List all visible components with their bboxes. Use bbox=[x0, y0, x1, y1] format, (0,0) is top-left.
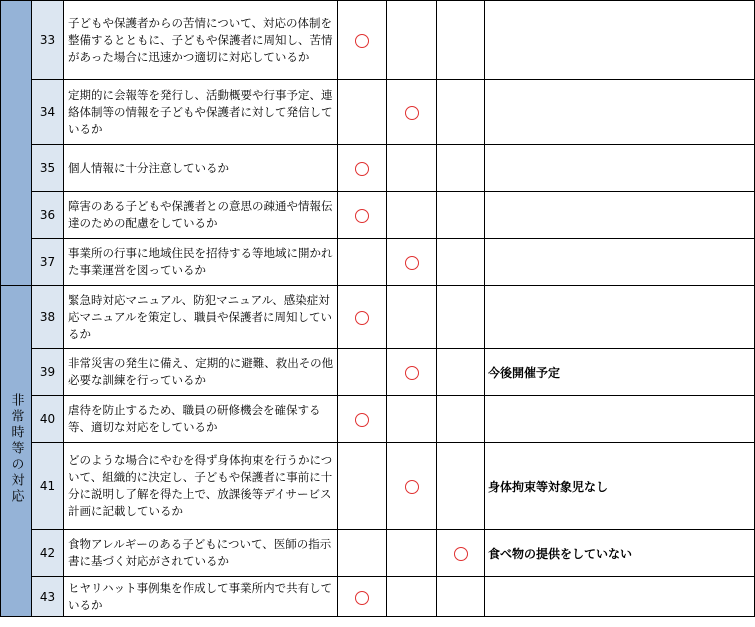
item-number: 37 bbox=[32, 239, 64, 286]
table-row bbox=[1, 443, 755, 530]
note-cell bbox=[485, 145, 755, 192]
item-number: 43 bbox=[32, 577, 64, 617]
item-number: 42 bbox=[32, 530, 64, 577]
item-description: 事業所の行事に地域住民を招待する等地域に開かれた事業運営を図っているか bbox=[64, 239, 338, 286]
item-description: 虐待を防止するため、職員の研修機会を確保する等、適切な対応をしているか bbox=[64, 396, 338, 443]
table-row bbox=[1, 396, 755, 443]
table-row bbox=[1, 530, 755, 577]
item-number: 41 bbox=[32, 443, 64, 530]
answer-cell-2 bbox=[387, 530, 437, 577]
note-cell bbox=[485, 80, 755, 145]
answer-cell-1 bbox=[338, 1, 387, 80]
circle-mark-icon bbox=[355, 34, 369, 48]
answer-cell-2 bbox=[387, 192, 437, 239]
answer-cell-3 bbox=[437, 577, 485, 617]
table-row bbox=[1, 80, 755, 145]
category-label: 非常時等の対応 bbox=[8, 393, 24, 505]
answer-cell-3 bbox=[437, 443, 485, 530]
circle-mark-icon bbox=[405, 106, 419, 120]
item-description: 子どもや保護者からの苦情について、対応の体制を整備するとともに、子どもや保護者に周知し、苦情があった場合に迅速かつ適切に対応しているか bbox=[64, 1, 338, 80]
item-number: 39 bbox=[32, 349, 64, 396]
answer-cell-2 bbox=[387, 1, 437, 80]
answer-cell-2 bbox=[387, 349, 437, 396]
circle-mark-icon bbox=[355, 209, 369, 223]
answer-cell-3 bbox=[437, 239, 485, 286]
table-row bbox=[1, 1, 755, 80]
note-cell: 今後開催予定 bbox=[485, 349, 755, 396]
item-description: 障害のある子どもや保護者との意思の疎通や情報伝達のための配慮をしているか bbox=[64, 192, 338, 239]
item-number: 33 bbox=[32, 1, 64, 80]
item-number: 38 bbox=[32, 286, 64, 349]
table-row bbox=[1, 239, 755, 286]
answer-cell-2 bbox=[387, 577, 437, 617]
answer-cell-3 bbox=[437, 80, 485, 145]
answer-cell-3 bbox=[437, 349, 485, 396]
answer-cell-1 bbox=[338, 396, 387, 443]
item-description: どのような場合にやむを得ず身体拘束を行うかについて、組織的に決定し、子どもや保護者に事前に十分に説明し了解を得た上で、放課後等デイサービス計画に記載しているか bbox=[64, 443, 338, 530]
note-cell bbox=[485, 396, 755, 443]
answer-cell-2 bbox=[387, 396, 437, 443]
item-description: 個人情報に十分注意しているか bbox=[64, 145, 338, 192]
note-cell: 身体拘束等対象児なし bbox=[485, 443, 755, 530]
note-cell bbox=[485, 1, 755, 80]
item-number: 36 bbox=[32, 192, 64, 239]
circle-mark-icon bbox=[355, 311, 369, 325]
item-description: 食物アレルギーのある子どもについて、医師の指示書に基づく対応がされているか bbox=[64, 530, 338, 577]
note-cell bbox=[485, 577, 755, 617]
table-row bbox=[1, 577, 755, 617]
answer-cell-3 bbox=[437, 530, 485, 577]
answer-cell-1 bbox=[338, 80, 387, 145]
circle-mark-icon bbox=[355, 162, 369, 176]
answer-cell-2 bbox=[387, 443, 437, 530]
answer-cell-3 bbox=[437, 192, 485, 239]
item-description: 非常災害の発生に備え、定期的に避難、救出その他必要な訓練を行っているか bbox=[64, 349, 338, 396]
answer-cell-1 bbox=[338, 239, 387, 286]
answer-cell-1 bbox=[338, 443, 387, 530]
answer-cell-1 bbox=[338, 349, 387, 396]
note-cell bbox=[485, 286, 755, 349]
answer-cell-1 bbox=[338, 192, 387, 239]
item-number: 40 bbox=[32, 396, 64, 443]
category-cell-1 bbox=[1, 1, 32, 286]
item-description: 緊急時対応マニュアル、防犯マニュアル、感染症対応マニュアルを策定し、職員や保護者に周知しているか bbox=[64, 286, 338, 349]
circle-mark-icon bbox=[355, 591, 369, 605]
answer-cell-1 bbox=[338, 286, 387, 349]
answer-cell-3 bbox=[437, 145, 485, 192]
answer-cell-1 bbox=[338, 530, 387, 577]
circle-mark-icon bbox=[405, 366, 419, 380]
item-number: 34 bbox=[32, 80, 64, 145]
answer-cell-2 bbox=[387, 80, 437, 145]
table-row bbox=[1, 192, 755, 239]
answer-cell-2 bbox=[387, 286, 437, 349]
note-cell: 食べ物の提供をしていない bbox=[485, 530, 755, 577]
item-description: 定期的に会報等を発行し、活動概要や行事予定、連絡体制等の情報を子どもや保護者に対して発信しているか bbox=[64, 80, 338, 145]
note-cell bbox=[485, 239, 755, 286]
answer-cell-2 bbox=[387, 145, 437, 192]
answer-cell-3 bbox=[437, 1, 485, 80]
answer-cell-1 bbox=[338, 577, 387, 617]
answer-cell-3 bbox=[437, 286, 485, 349]
answer-cell-1 bbox=[338, 145, 387, 192]
table-row bbox=[1, 145, 755, 192]
circle-mark-icon bbox=[454, 547, 468, 561]
table-row bbox=[1, 286, 755, 349]
circle-mark-icon bbox=[355, 413, 369, 427]
category-cell-2 bbox=[1, 286, 32, 617]
circle-mark-icon bbox=[405, 480, 419, 494]
answer-cell-3 bbox=[437, 396, 485, 443]
item-description: ヒヤリハット事例集を作成して事業所内で共有しているか bbox=[64, 577, 338, 617]
item-number: 35 bbox=[32, 145, 64, 192]
answer-cell-2 bbox=[387, 239, 437, 286]
note-cell bbox=[485, 192, 755, 239]
circle-mark-icon bbox=[405, 256, 419, 270]
table-row bbox=[1, 349, 755, 396]
